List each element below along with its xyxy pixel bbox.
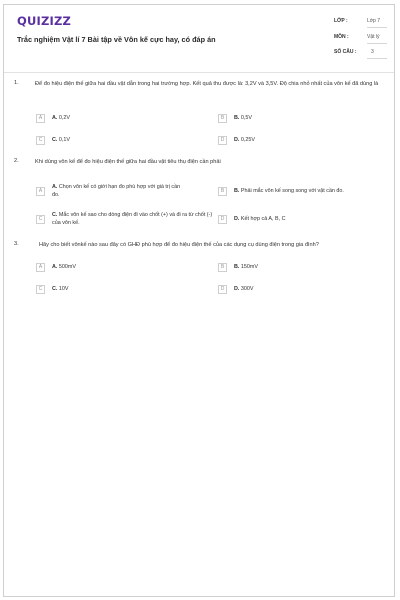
option-letter-box: A — [36, 187, 45, 196]
option-text: 10V — [58, 286, 69, 292]
option-text: 0,25V — [240, 137, 255, 143]
option-letter-box: D — [218, 136, 227, 145]
question-number: 3. — [14, 241, 19, 247]
option-prefix: D. — [234, 137, 240, 143]
question-text: Khi dùng vôn kế để đo hiệu điện thế giữa hai đầu vật tiêu thụ điện cần phải — [35, 159, 221, 165]
option-letter-box: D — [218, 215, 227, 224]
question-number: 2. — [14, 158, 19, 164]
option-letter-box: C — [36, 215, 45, 224]
worksheet-page — [3, 4, 395, 597]
option-letter-box: B — [218, 114, 227, 123]
meta-class-label: LỚP : — [334, 18, 348, 24]
quizizz-logo: QUIZIZZ — [17, 14, 72, 28]
option-prefix: C. — [52, 286, 58, 292]
option-text: Chọn vôn kế có giới hạn đo phù hợp với giá trị cần đo. — [52, 184, 181, 198]
option-letter-box: C — [36, 136, 45, 145]
option-text: 0,5V — [240, 115, 252, 121]
option-letter-box: A — [36, 263, 45, 272]
option-prefix: A. — [52, 264, 58, 270]
meta-class-value: Lớp 7 — [367, 18, 381, 24]
option-letter-box: B — [218, 187, 227, 196]
option-prefix: B. — [234, 115, 240, 121]
meta-subject-underline — [367, 43, 387, 44]
option-text: Kết hợp cả A, B, C — [240, 216, 286, 222]
question-text: Hãy cho biết vônkế nào sau đây có GHĐ phù hợp để đo hiệu điện thế của các dụng cụ dùng điện trong gia đình? — [39, 242, 319, 248]
option-prefix: A. — [52, 184, 58, 190]
option-prefix: C. — [52, 137, 58, 143]
option-prefix: A. — [52, 115, 58, 121]
option-letter-box: A — [36, 114, 45, 123]
option-letter-box: C — [36, 285, 45, 294]
option-prefix: B. — [234, 188, 240, 194]
option-text: 500mV — [58, 264, 76, 270]
meta-count-label: SỐ CÂU : — [334, 49, 357, 55]
option-text: 0,1V — [58, 137, 70, 143]
option-prefix: D. — [234, 216, 240, 222]
option-text: 300V — [240, 286, 254, 292]
option-prefix: C. — [52, 212, 58, 218]
meta-count-value: 3 — [371, 49, 374, 55]
option-text: Phải mắc vôn kế song song với vật cần đo. — [240, 188, 344, 194]
option-text: Mắc vôn kế sao cho dòng điện đi vào chốt (+) và đi ra từ chốt (-) của vôn kế. — [52, 212, 213, 226]
worksheet-header — [4, 5, 394, 73]
option-text: 0,2V — [58, 115, 70, 121]
worksheet-title: Trắc nghiệm Vật lí 7 Bài tập về Vôn kế cực hay, có đáp án — [17, 35, 216, 44]
option-prefix: B. — [234, 264, 240, 270]
meta-subject-value: Vật lý — [367, 34, 380, 40]
question-number: 1. — [14, 80, 19, 86]
meta-class-underline — [367, 27, 387, 28]
question-text: Để đo hiệu điện thế giữa hai đầu vật dẫn trong hai trường hợp. Kết quả thu được là: 3,2V và 3,5V. Độ chia nhỏ nhất của vôn kế đã dùng là — [35, 81, 379, 87]
option-letter-box: D — [218, 285, 227, 294]
option-prefix: D. — [234, 286, 240, 292]
option-text: 150mV — [240, 264, 258, 270]
meta-count-underline — [367, 58, 387, 59]
option-letter-box: B — [218, 263, 227, 272]
meta-subject-label: MÔN : — [334, 34, 349, 40]
